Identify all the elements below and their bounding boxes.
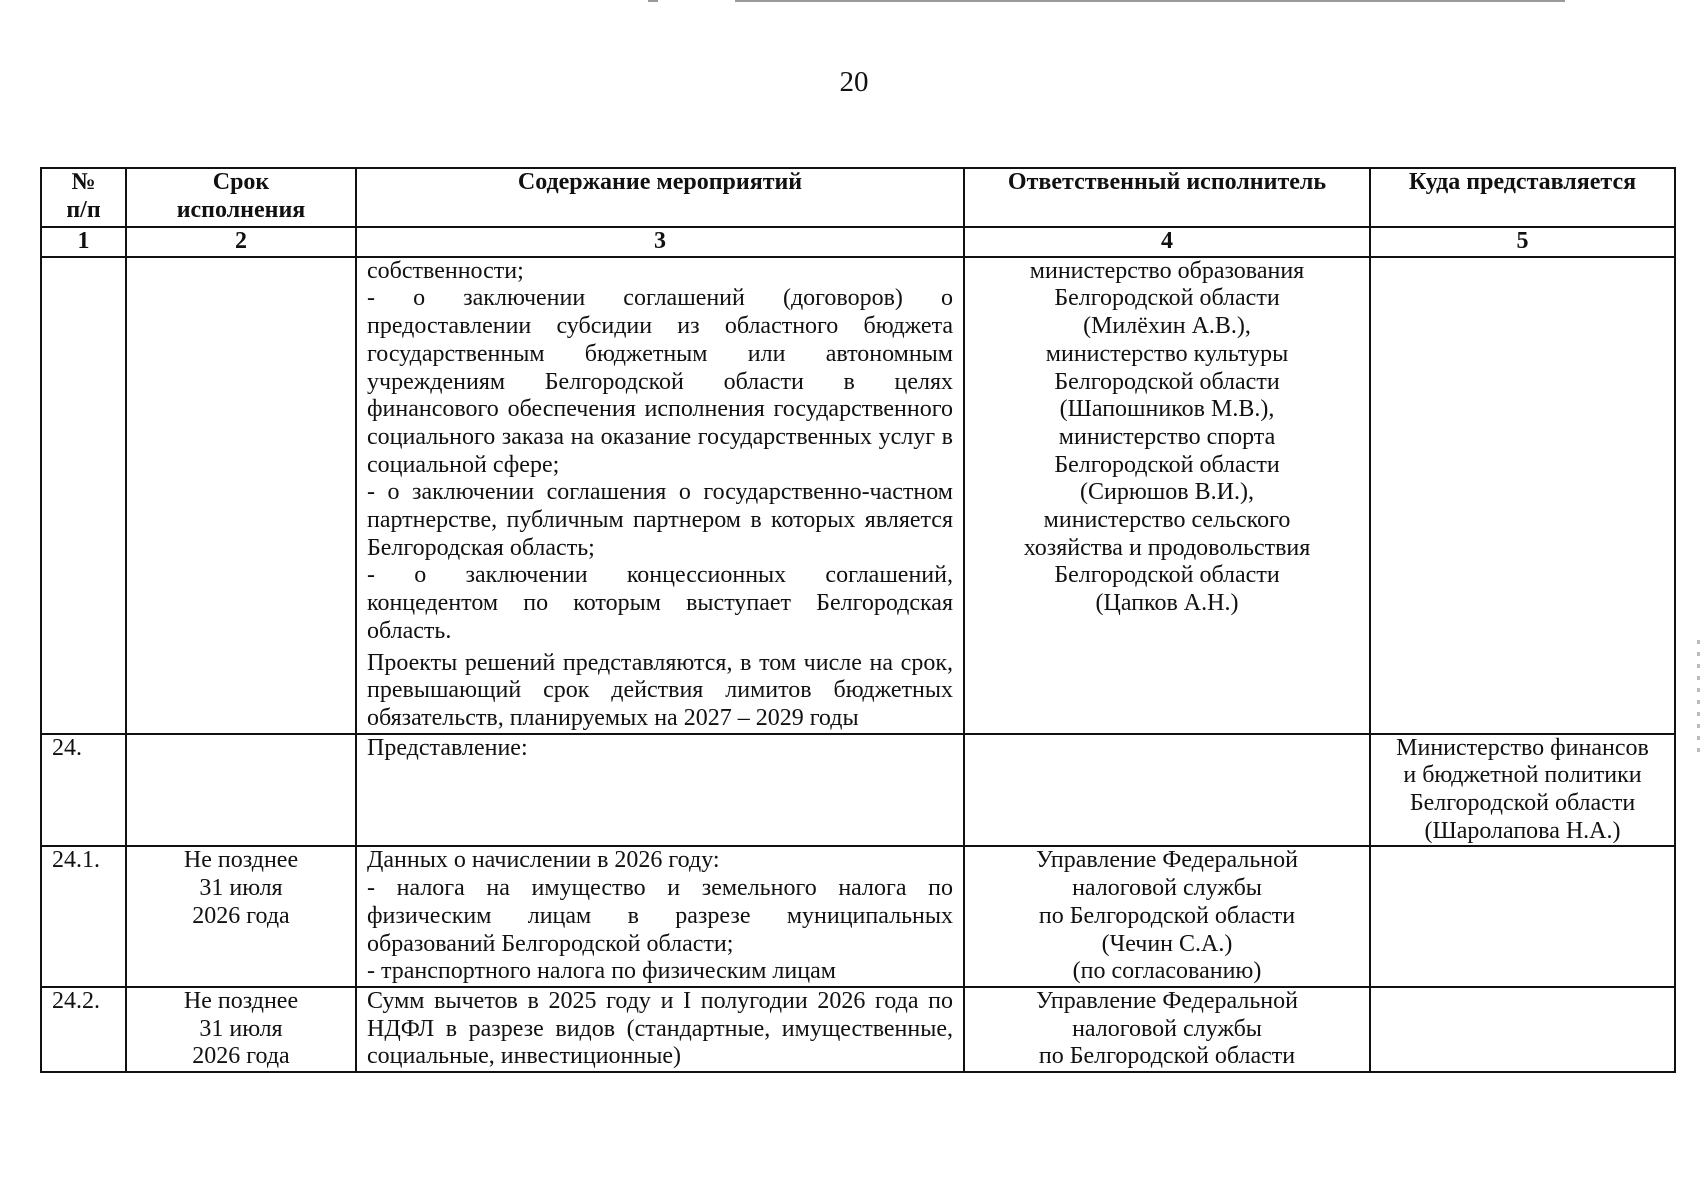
- responsible-line: по Белгородской области: [1038, 902, 1296, 929]
- header-number: [41, 168, 126, 227]
- table-row: [41, 846, 1675, 987]
- header-responsible: [964, 168, 1370, 227]
- column-number-row: [41, 227, 1675, 257]
- submitted-to-line: Министерство финансов: [1396, 734, 1649, 761]
- row-content: [356, 846, 964, 987]
- submitted-to-line: и бюджетной политики: [1403, 762, 1642, 789]
- content-paragraph: - о заключении соглашений (договоров) о предоставлении субсидии из областного бюджета государственным бюджетным или автономным учреждениям Белгородской области в целях финансового обеспечения исполнения государственного социального заказа на оказание государственных услуг в социальной сфере;: [367, 285, 953, 478]
- responsible-line: (Чечин С.А.): [1101, 930, 1233, 957]
- deadline-line: 2026 года: [192, 902, 290, 929]
- deadline-line: Не позднее: [183, 847, 299, 874]
- row-deadline: [126, 987, 356, 1072]
- responsible-line: налоговой службы: [1072, 1015, 1262, 1042]
- header-submitted-to: [1370, 168, 1675, 227]
- row-number: 24.2.: [41, 987, 126, 1072]
- scan-edge-line: [735, 0, 1565, 2]
- measures-table: [40, 167, 1676, 1073]
- table-row: [41, 257, 1675, 734]
- row-submitted-to: [1370, 987, 1675, 1072]
- deadline-line: 31 июля: [199, 1015, 283, 1042]
- responsible-line: Белгородской области: [1054, 562, 1280, 589]
- column-number: 5: [1370, 227, 1675, 257]
- responsible-line: министерство культуры: [1045, 340, 1289, 367]
- row-number: 24.1.: [41, 846, 126, 987]
- page-number: 20: [839, 66, 869, 98]
- scan-edge-mark: [648, 0, 658, 2]
- header-number-line2: п/п: [66, 196, 101, 223]
- row-responsible: [964, 846, 1370, 987]
- row-deadline: [126, 846, 356, 987]
- deadline-line: Не позднее: [183, 987, 299, 1014]
- row-number: 24.: [41, 734, 126, 847]
- content-paragraph: - транспортного налога по физическим лицам: [367, 958, 836, 985]
- row-content: [356, 734, 964, 847]
- header-content: [356, 168, 964, 227]
- column-number: 4: [964, 227, 1370, 257]
- responsible-line: по Белгородской области: [1038, 1043, 1296, 1070]
- row-responsible: [964, 257, 1370, 734]
- responsible-line: (Цапков А.Н.): [1095, 590, 1239, 617]
- row-content: [356, 987, 964, 1072]
- content-paragraph: - налога на имущество и земельного налога по физическим лицам в разрезе муниципальных образований Белгородской области;: [367, 875, 953, 957]
- row-number: [41, 257, 126, 734]
- responsible-line: Белгородской области: [1054, 451, 1280, 478]
- responsible-line: (Милёхин А.В.),: [1083, 313, 1251, 340]
- row-deadline: [126, 734, 356, 847]
- header-submitted-to-label: Куда представляется: [1408, 169, 1637, 195]
- row-submitted-to: [1370, 846, 1675, 987]
- row-responsible: [964, 734, 1370, 847]
- row-submitted-to: [1370, 734, 1675, 847]
- header-deadline-line1: Срок: [212, 169, 270, 195]
- header-deadline-line2: исполнения: [176, 196, 306, 223]
- responsible-line: (Сирюшов В.И.),: [1080, 479, 1254, 506]
- responsible-line: Управление Федеральной: [1036, 847, 1298, 874]
- row-deadline: [126, 257, 356, 734]
- content-paragraph: Проекты решений представляются, в том числе на срок, превышающий срок действия лимитов бюджетных обязательств, планируемых на 2027 – 2029 годы: [367, 649, 953, 731]
- header-responsible-label: Ответственный исполнитель: [1007, 169, 1327, 195]
- responsible-line: (Шапошников М.В.),: [1059, 396, 1275, 423]
- deadline-line: 31 июля: [199, 875, 283, 902]
- content-paragraph: Представление:: [367, 734, 528, 761]
- responsible-line: (по согласованию): [1072, 958, 1262, 985]
- submitted-to-line: Белгородской области: [1409, 790, 1636, 817]
- table-row: [41, 734, 1675, 847]
- responsible-line: Белгородской области: [1054, 285, 1280, 312]
- scan-margin-marks: [1697, 640, 1700, 760]
- column-number: 3: [356, 227, 964, 257]
- row-content: [356, 257, 964, 734]
- submitted-to-line: (Шаролапова Н.А.): [1424, 817, 1621, 844]
- responsible-line: Управление Федеральной: [1036, 987, 1298, 1014]
- responsible-line: налоговой службы: [1072, 875, 1262, 902]
- header-number-line1: №: [71, 169, 96, 195]
- table-row: [41, 987, 1675, 1072]
- responsible-line: Белгородской области: [1054, 368, 1280, 395]
- deadline-line: 2026 года: [192, 1043, 290, 1070]
- responsible-line: министерство спорта: [1058, 423, 1276, 450]
- responsible-line: министерство сельского: [1043, 507, 1291, 534]
- row-submitted-to: [1370, 257, 1675, 734]
- header-deadline: [126, 168, 356, 227]
- responsible-line: хозяйства и продовольствия: [1023, 534, 1311, 561]
- content-paragraph: собственности;: [367, 257, 524, 284]
- content-paragraph: Данных о начислении в 2026 году:: [367, 847, 720, 874]
- row-responsible: [964, 987, 1370, 1072]
- table-header-row: [41, 168, 1675, 227]
- responsible-line: министерство образования: [1029, 257, 1305, 284]
- content-paragraph: Сумм вычетов в 2025 году и I полугодии 2026 года по НДФЛ в разрезе видов (стандартные, имущественные, социальные, инвестиционные): [367, 987, 953, 1070]
- column-number: 1: [41, 227, 126, 257]
- header-content-label: Содержание мероприятий: [517, 169, 803, 195]
- column-number: 2: [126, 227, 356, 257]
- content-paragraph: - о заключении соглашения о государственно-частном партнерстве, публичным партнером в которых является Белгородская область;: [367, 479, 953, 561]
- content-paragraph: - о заключении концессионных соглашений, концедентом по которым выступает Белгородская область.: [367, 562, 953, 644]
